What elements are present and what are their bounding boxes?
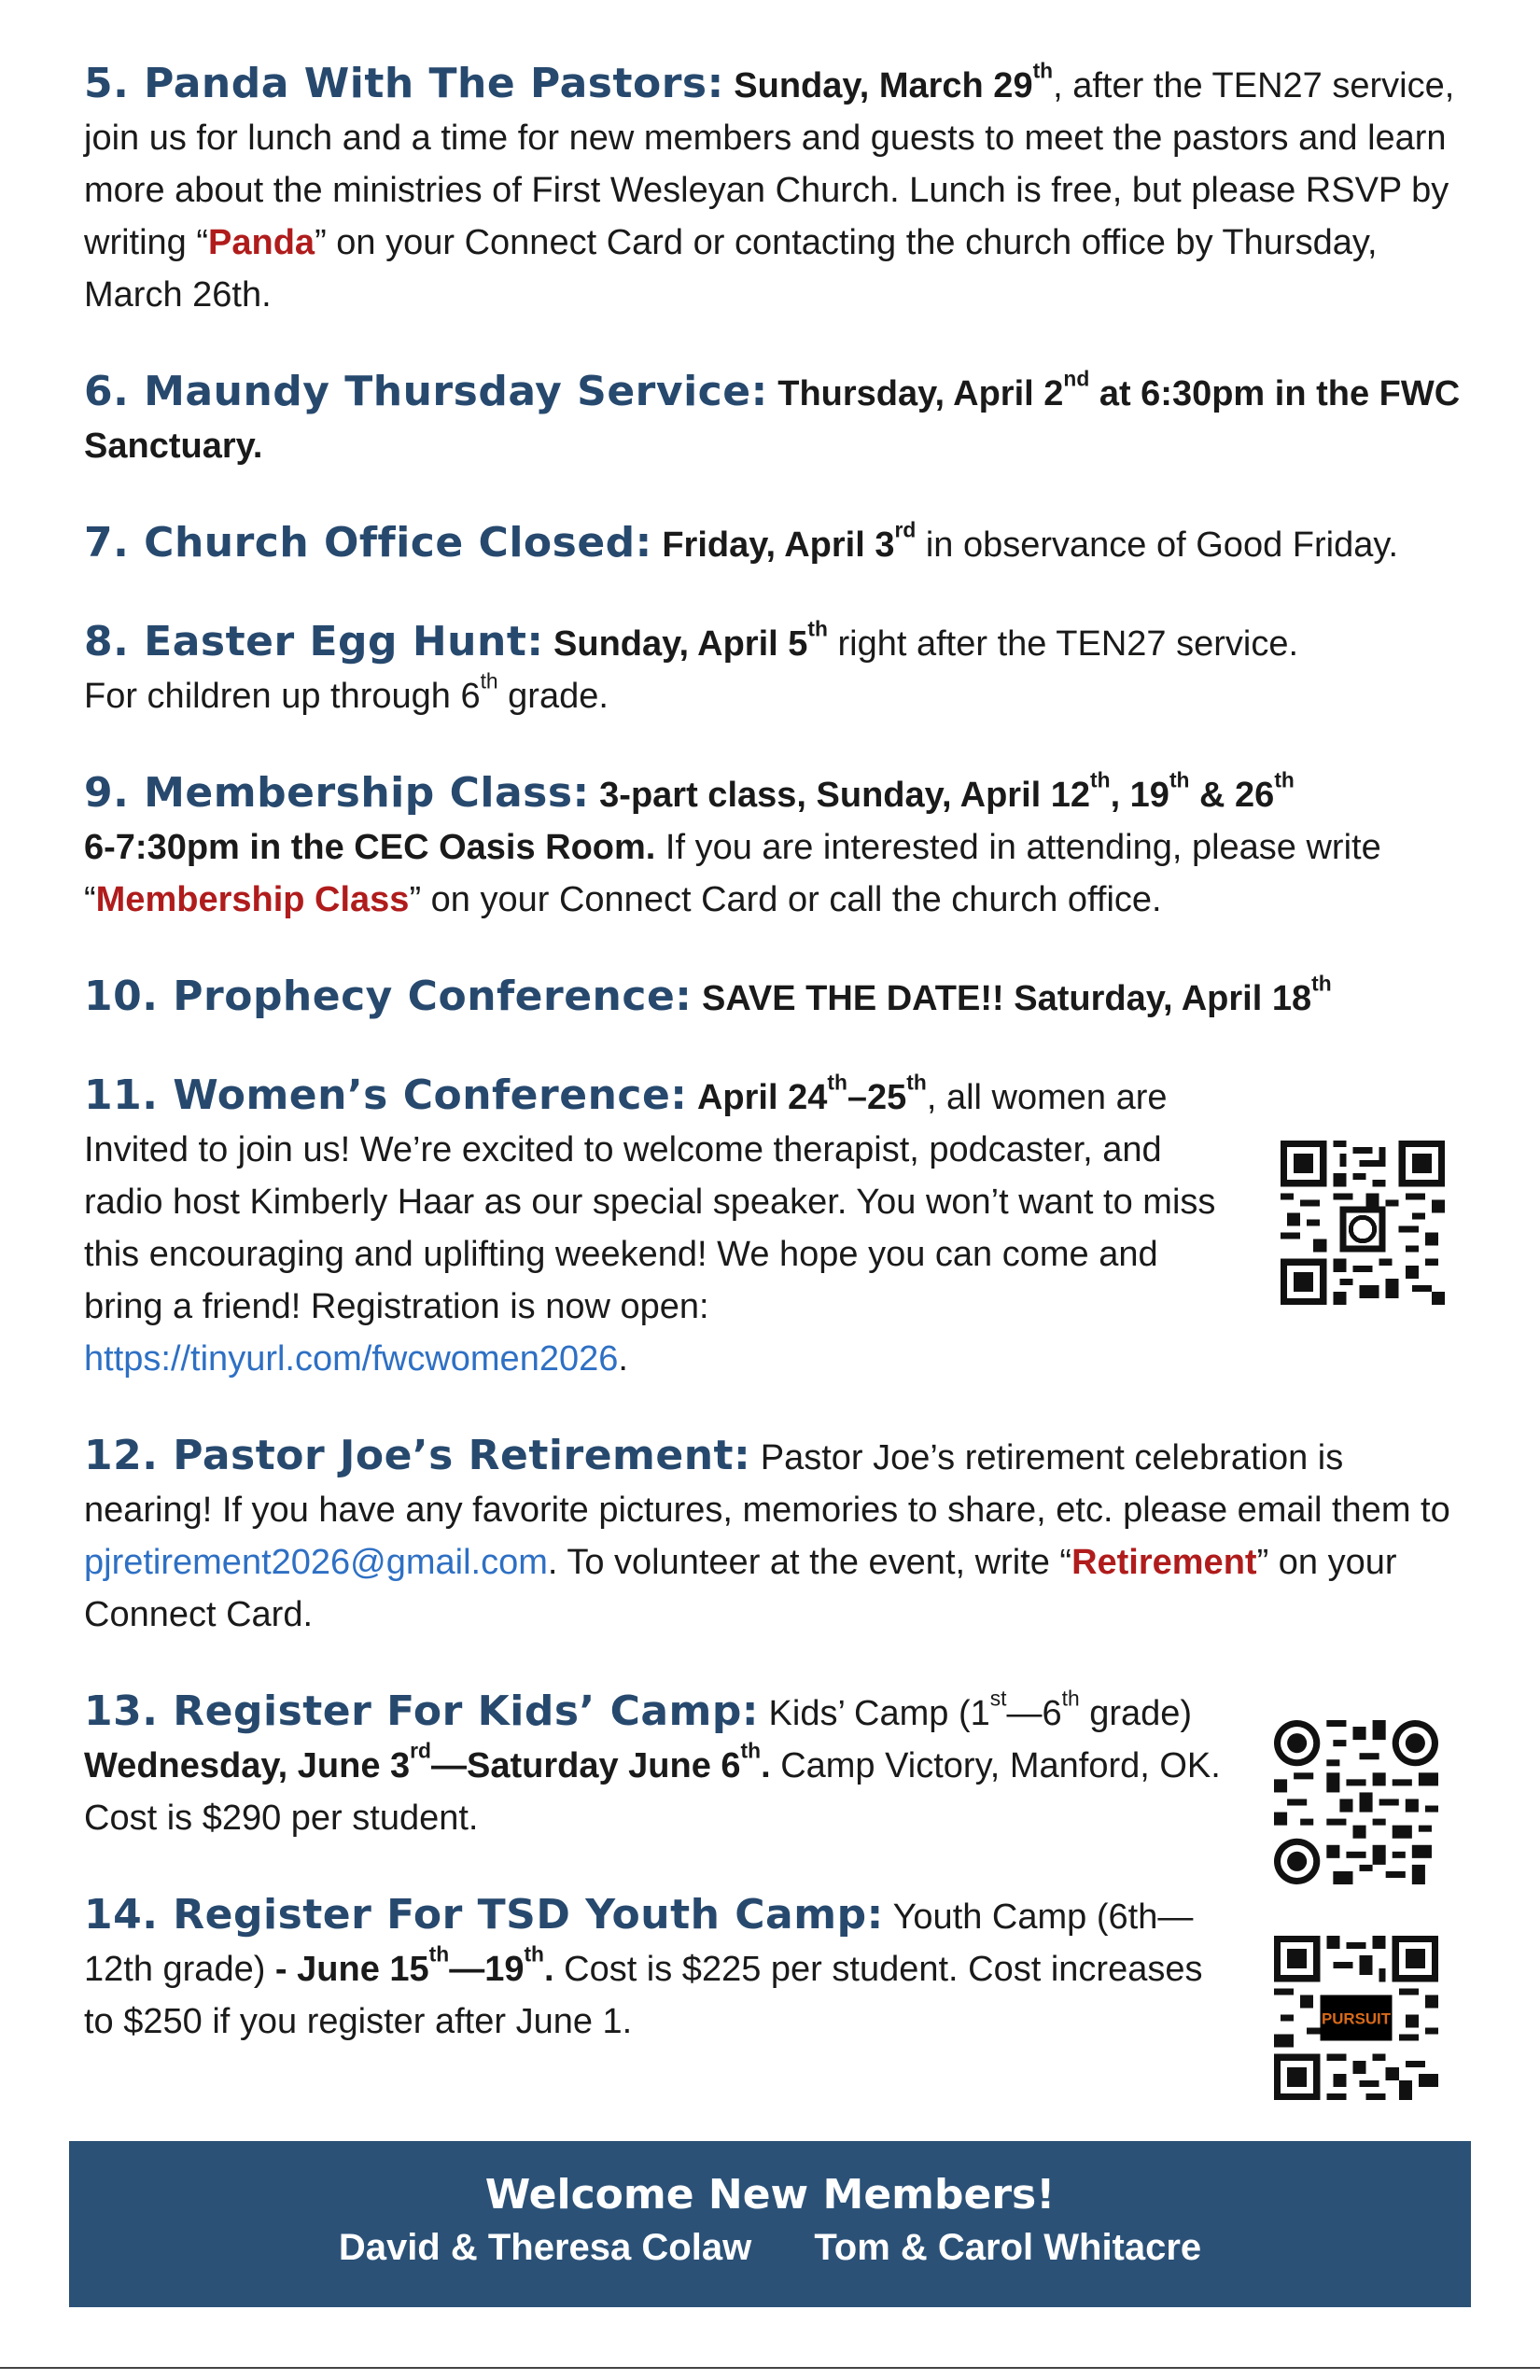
item-date: Sunday, April 5 <box>553 624 808 664</box>
item-date: Wednesday, June 3 <box>84 1746 411 1785</box>
item-maundy-thursday <box>84 366 1465 472</box>
date-suffix: th <box>1032 58 1054 83</box>
item-text: at 6:30pm in the FWC Sanctuary. <box>84 374 1461 466</box>
item-date: Friday, April 3 <box>662 525 895 565</box>
item-date: & 26 <box>1189 776 1275 815</box>
banner-title: Welcome New Members! <box>484 2171 1056 2219</box>
item-text: Youth Camp (6th—12th grade) <box>84 1897 1194 1989</box>
date-suffix: th <box>906 1070 927 1095</box>
item-text: Cost is $225 per student. Cost increases to $250 if you register after June 1. <box>84 1950 1203 2041</box>
date-suffix: th <box>740 1738 762 1763</box>
date-suffix: nd <box>1063 366 1090 391</box>
bottom-divider <box>0 2367 1540 2369</box>
keyword-membership: Membership Class <box>95 880 410 919</box>
date-suffix: rd <box>894 517 917 542</box>
date-suffix: th <box>1169 767 1190 792</box>
item-prophecy-conference <box>84 971 1465 1025</box>
item-date: April 24 <box>696 1078 828 1117</box>
item-heading: 14. Register For TSD Youth Camp: <box>84 1891 884 1939</box>
item-text: grade) <box>1079 1694 1193 1733</box>
date-suffix: th <box>428 1941 450 1967</box>
keyword-retirement: Retirement <box>1071 1543 1257 1582</box>
item-text: Camp Victory, Manford, OK. Cost is $290 per student. <box>84 1746 1221 1838</box>
item-date: , 19 <box>1110 776 1169 815</box>
item-text: —6 <box>1006 1694 1062 1733</box>
item-date: Thursday, April 2 <box>777 374 1064 413</box>
new-member-names <box>69 2221 1471 2274</box>
item-heading: 5. Panda With The Pastors: <box>84 60 724 107</box>
kids-camp-qr-code[interactable] <box>1274 1720 1438 1884</box>
item-date: Sunday, March 29 <box>734 66 1033 105</box>
item-text: . <box>618 1339 628 1379</box>
item-text: , all women are Invited to join us! We’re excited to welcome therapist, podcaster, and radio host Kimberly Haar as our special speaker. You won’t want to miss this encouraging and uplifting weekend! We hope you can come and bring a friend! Registration is now open: <box>84 1078 1216 1326</box>
item-text: Kids’ Camp (1 <box>768 1694 990 1733</box>
item-text: Pastor Joe’s retirement celebration is nearing! If you have any favorite pictures, memories to share, etc. please email them to <box>84 1438 1450 1530</box>
member-name: Tom & Carol Whitacre <box>814 2227 1202 2268</box>
date-suffix: th <box>1311 971 1332 996</box>
date-suffix: th <box>807 616 828 641</box>
item-panda-with-pastors <box>84 58 1465 321</box>
item-text: in observance of Good Friday. <box>916 525 1399 565</box>
grade-suffix: st <box>989 1686 1007 1711</box>
item-youth-camp <box>84 1889 1241 2048</box>
item-heading: 7. Church Office Closed: <box>84 519 652 567</box>
item-text: right after the TEN27 service. <box>827 624 1299 664</box>
youth-camp-qr-code[interactable] <box>1274 1936 1438 2100</box>
item-text: ” on your Connect Card or call the church office. <box>409 880 1162 919</box>
item-heading: 8. Easter Egg Hunt: <box>84 618 544 665</box>
date-suffix: th <box>1090 767 1111 792</box>
item-heading: 9. Membership Class: <box>84 769 590 817</box>
item-pastor-joe-retirement <box>84 1430 1465 1641</box>
item-womens-conference <box>84 1070 1232 1385</box>
item-text: grade. <box>497 677 609 716</box>
grade-suffix: th <box>480 668 498 693</box>
registration-link[interactable]: https://tinyurl.com/fwcwomen2026 <box>84 1339 619 1379</box>
item-date: SAVE THE DATE!! Saturday, April 18 <box>701 979 1312 1018</box>
item-heading: 11. Women’s Conference: <box>84 1071 688 1119</box>
qr-logo-text: PURSUIT <box>1321 2009 1392 2028</box>
item-date: –25 <box>847 1078 907 1117</box>
item-heading: 13. Register For Kids’ Camp: <box>84 1687 759 1735</box>
announcements-list <box>84 58 1465 2093</box>
qr-code-icon <box>1274 1936 1438 2100</box>
item-text: . <box>544 1950 554 1989</box>
item-office-closed <box>84 517 1465 571</box>
qr-code-icon <box>1274 1720 1438 1884</box>
item-date: —19 <box>449 1950 525 1989</box>
item-heading: 12. Pastor Joe’s Retirement: <box>84 1432 751 1479</box>
item-text: . <box>761 1746 771 1785</box>
item-text: , after the TEN27 service, join us for lunch and a time for new members and guests to meet the pastors and learn more about the ministries of First Wesleyan Church. Lunch is free, but please RSVP by writing “ <box>84 66 1455 262</box>
item-text: . To volunteer at the event, write “ <box>547 1543 1072 1582</box>
item-text: ” on your Connect Card or contacting the church office by Thursday, March 26th. <box>84 223 1378 315</box>
item-date: - June 15 <box>274 1950 429 1989</box>
item-time-location: 6-7:30pm in the CEC Oasis Room. <box>84 828 656 867</box>
date-suffix: th <box>524 1941 544 1967</box>
item-heading: 6. Maundy Thursday Service: <box>84 368 768 415</box>
email-link[interactable]: pjretirement2026@gmail.com <box>84 1543 548 1582</box>
date-suffix: th <box>827 1070 847 1095</box>
item-text: For children up through 6 <box>84 677 481 716</box>
item-easter-egg-hunt <box>84 616 1465 722</box>
item-text: If you are interested in attending, please write “ <box>84 828 1381 919</box>
keyword-panda: Panda <box>208 223 315 262</box>
item-date: 3-part class, Sunday, April 12 <box>599 776 1091 815</box>
item-kids-camp <box>84 1686 1241 1844</box>
item-heading: 10. Prophecy Conference: <box>84 973 693 1020</box>
womens-conference-qr-code[interactable] <box>1281 1141 1445 1305</box>
date-suffix: th <box>1274 767 1295 792</box>
welcome-new-members-banner <box>69 2141 1471 2307</box>
member-name: David & Theresa Colaw <box>338 2227 752 2268</box>
item-date: —Saturday June 6 <box>430 1746 741 1785</box>
qr-code-icon <box>1281 1141 1445 1305</box>
date-suffix: rd <box>410 1738 431 1763</box>
item-text: ” on your Connect Card. <box>84 1543 1397 1634</box>
grade-suffix: th <box>1061 1686 1080 1711</box>
item-membership-class <box>84 767 1465 926</box>
